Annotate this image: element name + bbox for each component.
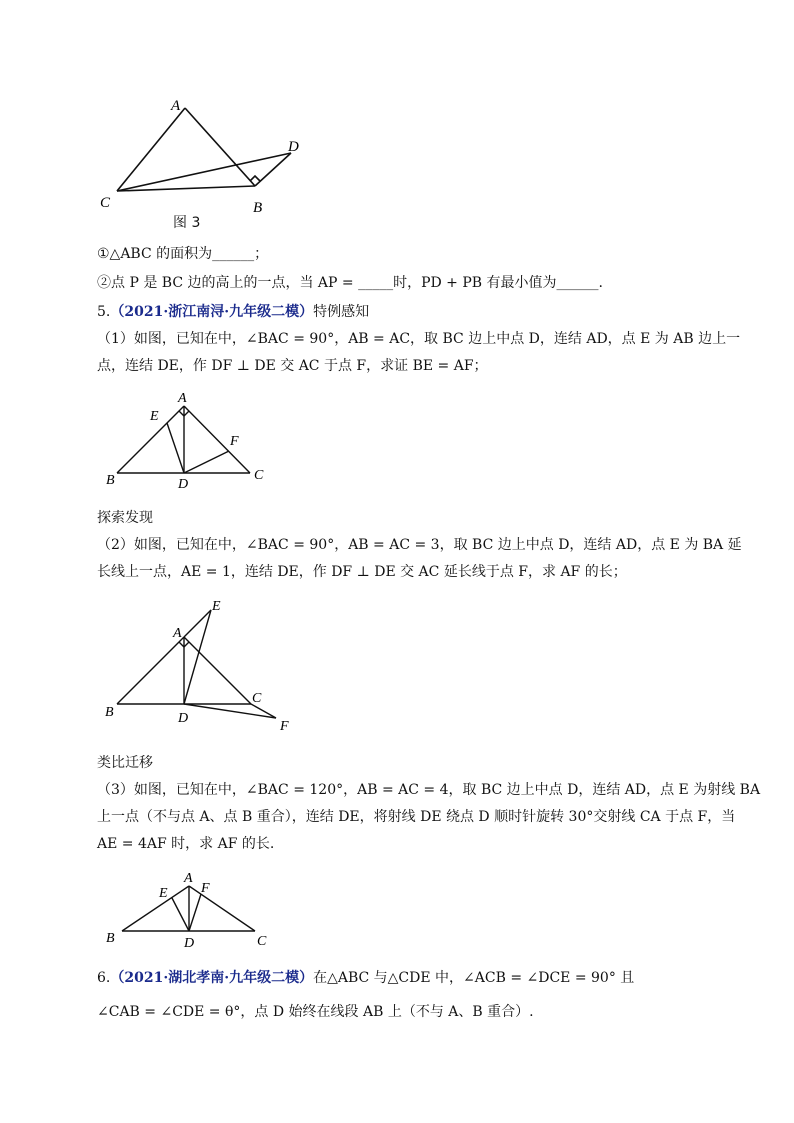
q5-figure-1-diagram (100, 385, 280, 490)
label-c: C (100, 195, 111, 211)
label-b: B (253, 200, 263, 216)
figure-3-caption: 图 3 (173, 215, 201, 231)
q5-figure-2-diagram (100, 592, 300, 737)
label-e: E (150, 409, 159, 424)
segment-de (167, 423, 184, 473)
q5-part3-line3: AE = 4AF 时，求 AF 的长. (97, 836, 275, 852)
label-d: D (178, 477, 189, 490)
q4-item-2: ②点 P 是 BC 边的高上的一点，当 AP = _____时，PD + PB 有最小值为______. (97, 275, 603, 291)
segment-bd (255, 153, 291, 186)
label-f: F (280, 719, 289, 734)
label-a: A (178, 391, 187, 406)
segment-df (184, 451, 229, 473)
q5-figure-3-diagram (100, 866, 285, 951)
label-a: A (173, 626, 182, 641)
label-d: D (184, 936, 195, 951)
q5-section-3-heading: 类比迁移 (97, 755, 153, 771)
q5-part1-line2: 点，连结 DE，作 DF ⊥ DE 交 AC 于点 F，求证 BE = AF； (97, 358, 488, 374)
label-f: F (201, 881, 210, 896)
q5-part2-line1: （2）如图，已知在中，∠BAC = 90°，AB = AC = 3，取 BC 边上中点 D，连结 AD，点 E 为 BA 延 (97, 537, 742, 553)
label-c: C (257, 934, 267, 949)
segment-ab (122, 886, 189, 931)
figure-3-diagram (95, 95, 315, 235)
right-angle-mark (250, 176, 260, 181)
segment-df (189, 894, 201, 931)
label-e: E (212, 599, 221, 614)
q5-source: （2021·浙江南浔·九年级二模） (110, 304, 314, 320)
q4-item-1: ①△ABC 的面积为______； (97, 246, 269, 262)
q5-part2-line2: 长线上一点，AE = 1，连结 DE，作 DF ⊥ DE 交 AC 延长线于点 F，求 AF 的长； (97, 564, 627, 580)
label-c: C (254, 468, 264, 483)
q6-line2: ∠CAB = ∠CDE = θ°，点 D 始终在线段 AB 上（不与 A、B 重合）. (97, 1004, 534, 1020)
q6-text-1: 在△ABC 与△CDE 中，∠ACB = ∠DCE = 90° 且 (313, 970, 635, 986)
label-d: D (178, 711, 189, 726)
label-b: B (106, 931, 115, 946)
label-b: B (105, 705, 114, 720)
q5-section-2-heading: 探索发现 (97, 510, 153, 526)
q5-number: 5. (97, 304, 111, 320)
q6-line1 (97, 968, 634, 988)
segment-de (172, 898, 189, 931)
q5-part3-line2: 上一点（不与点 A、点 B 重合），连结 DE，将射线 DE 绕点 D 顺时针旋转 30°交射线 CA 于点 F，当 (97, 809, 736, 825)
label-d: D (288, 139, 299, 155)
segment-ac (189, 886, 255, 931)
q6-number: 6. (97, 970, 111, 986)
q5-title: 特例感知 (313, 304, 370, 320)
label-e: E (159, 886, 168, 901)
label-c: C (252, 691, 262, 706)
label-f: F (230, 434, 239, 449)
label-a: A (171, 98, 181, 114)
label-a: A (184, 871, 193, 886)
q5-part1-line1: （1）如图，已知在中，∠BAC = 90°，AB = AC，取 BC 边上中点 D，连结 AD，点 E 为 AB 边上一 (97, 331, 741, 347)
q5-part3-line1: （3）如图，已知在中，∠BAC = 120°，AB = AC = 4，取 BC 边上中点 D，连结 AD，点 E 为射线 BA (97, 782, 761, 798)
segment-ab (117, 637, 184, 704)
segment-ac (184, 406, 250, 473)
q5-header (97, 302, 369, 322)
q6-source: （2021·湖北孝南·九年级二模） (110, 970, 314, 986)
label-b: B (106, 473, 115, 488)
